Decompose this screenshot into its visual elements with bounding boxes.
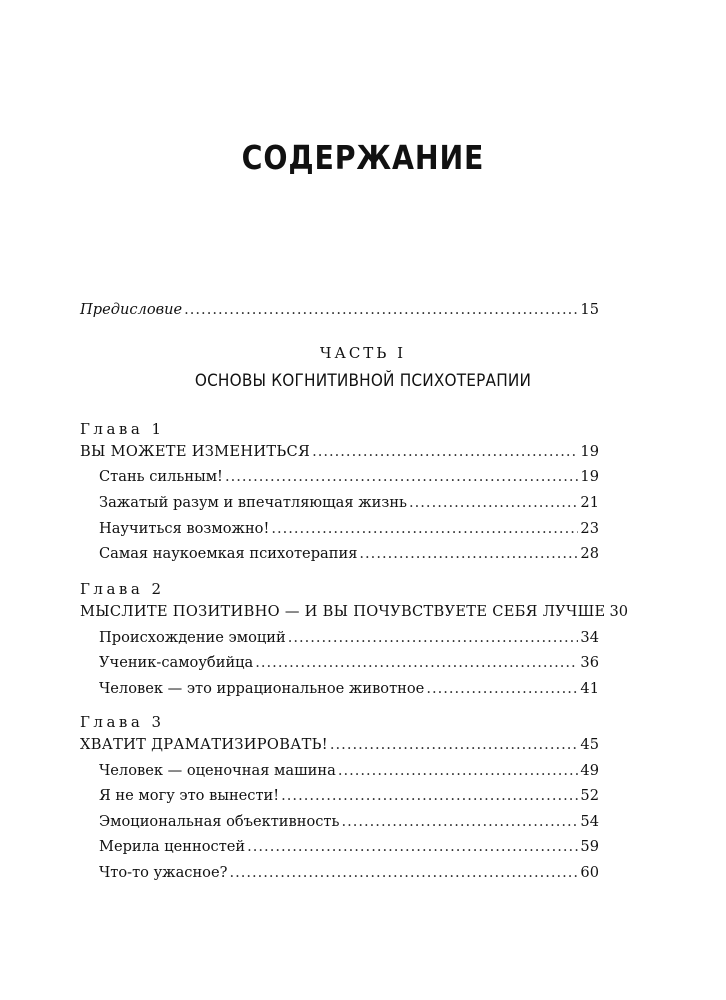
toc-entry-label: Человек — оценочная машина <box>99 762 336 779</box>
toc-page-number: 52 <box>580 787 599 804</box>
toc-page-number: 54 <box>580 813 599 830</box>
toc-entry-label: МЫСЛИТЕ ПОЗИТИВНО — И ВЫ ПОЧУВСТВУЕТЕ СЕБЯ ЛУЧШЕ <box>80 603 606 620</box>
toc-entry-section[interactable] <box>99 836 599 858</box>
toc-page-number: 23 <box>580 520 599 537</box>
toc-entry-label: Я не могу это вынести! <box>99 787 280 804</box>
dot-leader <box>247 836 578 858</box>
toc-entry-label: Самая наукоемкая психотерапия <box>99 545 358 562</box>
toc-entry-section[interactable] <box>99 760 599 782</box>
toc-entry-label: ХВАТИТ ДРАМАТИЗИРОВАТЬ! <box>80 736 328 753</box>
toc-page-number: 59 <box>580 838 599 855</box>
toc-page-number: 19 <box>580 468 599 485</box>
dot-leader <box>312 441 578 463</box>
toc-entry-section[interactable] <box>99 466 599 488</box>
dot-leader <box>341 811 578 833</box>
toc-entry-section[interactable] <box>99 652 599 674</box>
toc-entry-label: Ученик-самоубийца <box>99 654 254 671</box>
toc-entry-section[interactable] <box>99 785 599 807</box>
toc-entry-label: Человек — это иррациональное животное <box>99 680 425 697</box>
toc-entry-chapter-title[interactable] <box>80 734 599 756</box>
chapter-label: Глава 3 <box>80 713 165 731</box>
toc-entry-label: Эмоциональная объективность <box>99 813 340 830</box>
chapter-label: Глава 1 <box>80 420 165 438</box>
toc-entry-label: ВЫ МОЖЕТЕ ИЗМЕНИТЬСЯ <box>80 443 311 460</box>
toc-entry-label: Предисловие <box>80 301 183 318</box>
toc-page-number: 60 <box>580 864 599 881</box>
toc-page-number: 41 <box>580 680 599 697</box>
toc-entry-section[interactable] <box>99 811 599 833</box>
toc-page-number: 45 <box>580 736 599 753</box>
toc-entry-section[interactable] <box>99 543 599 565</box>
toc-entry-section[interactable] <box>99 678 599 700</box>
toc-entry-label: Происхождение эмоций <box>99 629 286 646</box>
toc-page-number: 21 <box>580 494 599 511</box>
toc-entry-chapter-title[interactable] <box>80 441 599 463</box>
dot-leader <box>426 678 578 700</box>
page-title: СОДЕРЖАНИЕ <box>241 138 485 177</box>
toc-page-number: 19 <box>580 443 599 460</box>
dot-leader <box>338 760 579 782</box>
toc-entry-chapter-title[interactable] <box>80 601 629 623</box>
dot-leader <box>409 492 578 514</box>
toc-page-number: 15 <box>580 301 599 318</box>
toc-page-number: 36 <box>580 654 599 671</box>
toc-entry-section[interactable] <box>99 627 599 649</box>
dot-leader <box>255 652 578 674</box>
toc-page-number: 49 <box>580 762 599 779</box>
toc-entry-label: Мерила ценностей <box>99 838 246 855</box>
dot-leader <box>225 466 578 488</box>
toc-page-number: 28 <box>580 545 599 562</box>
dot-leader <box>271 518 578 540</box>
toc-entry-label: Что-то ужасное? <box>99 864 228 881</box>
dot-leader <box>288 627 579 649</box>
dot-leader <box>184 299 578 321</box>
toc-entry-section[interactable] <box>99 518 599 540</box>
chapter-label: Глава 2 <box>80 580 165 598</box>
toc-entry-label: Научиться возможно! <box>99 520 270 537</box>
toc-page-number: 34 <box>580 629 599 646</box>
toc-entry-label: Стань сильным! <box>99 468 223 485</box>
toc-page-number: 30 <box>609 603 629 620</box>
toc-entry-section[interactable] <box>99 492 599 514</box>
toc-entry-preface[interactable] <box>80 299 599 321</box>
part-label: ЧАСТЬ I <box>319 344 407 362</box>
toc-entry-section[interactable] <box>99 862 599 884</box>
dot-leader <box>229 862 578 884</box>
dot-leader <box>281 785 578 807</box>
dot-leader <box>359 543 578 565</box>
dot-leader <box>330 734 579 756</box>
part-title: ОСНОВЫ КОГНИТИВНОЙ ПСИХОТЕРАПИИ <box>194 371 532 391</box>
toc-entry-label: Зажатый разум и впечатляющая жизнь <box>99 494 408 511</box>
